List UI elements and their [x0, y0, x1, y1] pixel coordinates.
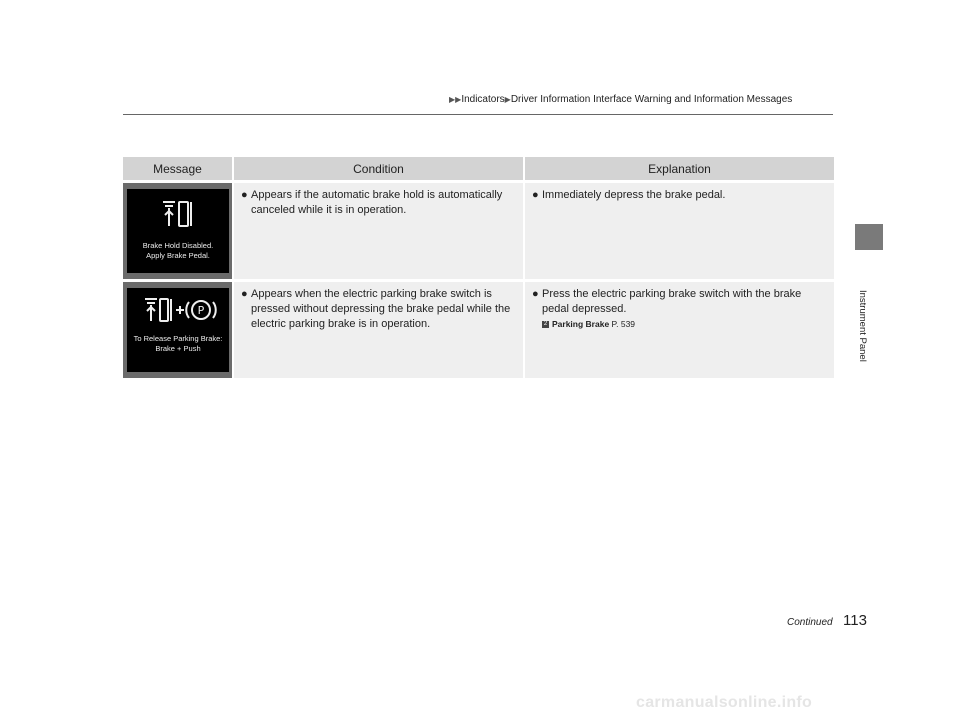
- message-display-screen: [127, 288, 229, 372]
- explanation-cell: [524, 281, 834, 379]
- continued-label: Continued: [787, 617, 833, 628]
- section-tab-marker: [855, 224, 883, 250]
- explanation-text: Press the electric parking brake switch with the brake pedal depressed.: [542, 288, 802, 315]
- table-header-row: [123, 157, 834, 182]
- breadcrumb-item-indicators[interactable]: Indicators: [461, 94, 505, 105]
- breadcrumb-item-messages[interactable]: Driver Information Interface Warning and Information Messages: [510, 94, 793, 105]
- screen-text-line: Brake + Push: [155, 343, 201, 353]
- reference-page: P. 539: [611, 318, 636, 329]
- page-reference-link[interactable]: [542, 319, 830, 331]
- message-display-screen: [127, 189, 229, 273]
- reference-arrow-icon: 2: [543, 321, 548, 328]
- condition-cell: [233, 281, 524, 379]
- bullet-icon: ●: [241, 288, 248, 300]
- condition-cell: [233, 182, 524, 281]
- breadcrumb: [449, 94, 839, 105]
- breadcrumb-arrow-icon: ▶▶: [449, 95, 462, 104]
- screen-text-line: To Release Parking Brake:: [133, 334, 223, 343]
- condition-text: Appears when the electric parking brake switch is pressed without depressing the brake pedal while the electric parking brake is in operation.: [251, 288, 511, 330]
- bullet-icon: ●: [241, 189, 248, 201]
- explanation-cell: [524, 182, 834, 281]
- condition-text: Appears if the automatic brake hold is automatically canceled while it is in operation.: [251, 189, 503, 216]
- message-cell: [123, 281, 233, 379]
- bullet-icon: ●: [532, 189, 539, 201]
- column-header-condition: Condition: [233, 157, 524, 182]
- section-side-label: Instrument Panel: [857, 290, 868, 362]
- watermark: carmanualsonline.info: [636, 694, 813, 711]
- screen-text-line: Apply Brake Pedal.: [146, 250, 210, 260]
- brake-plus-parking-icon: [143, 294, 217, 324]
- page-number: 113: [843, 612, 867, 629]
- table-row: [123, 281, 834, 379]
- header-divider: [123, 114, 833, 115]
- svg-text:P: P: [197, 304, 205, 317]
- table-row: [123, 182, 834, 281]
- reference-title: Parking Brake: [552, 318, 610, 329]
- breadcrumb-arrow-icon: ▶: [504, 95, 511, 104]
- bullet-icon: ●: [532, 288, 539, 300]
- column-header-explanation: Explanation: [524, 157, 834, 182]
- screen-text-line: Brake Hold Disabled.: [142, 241, 214, 250]
- column-header-message: Message: [123, 157, 233, 182]
- brake-hold-icon: [161, 198, 195, 228]
- explanation-text: Immediately depress the brake pedal.: [542, 189, 726, 201]
- message-cell: [123, 182, 233, 281]
- warning-messages-table: [123, 157, 834, 378]
